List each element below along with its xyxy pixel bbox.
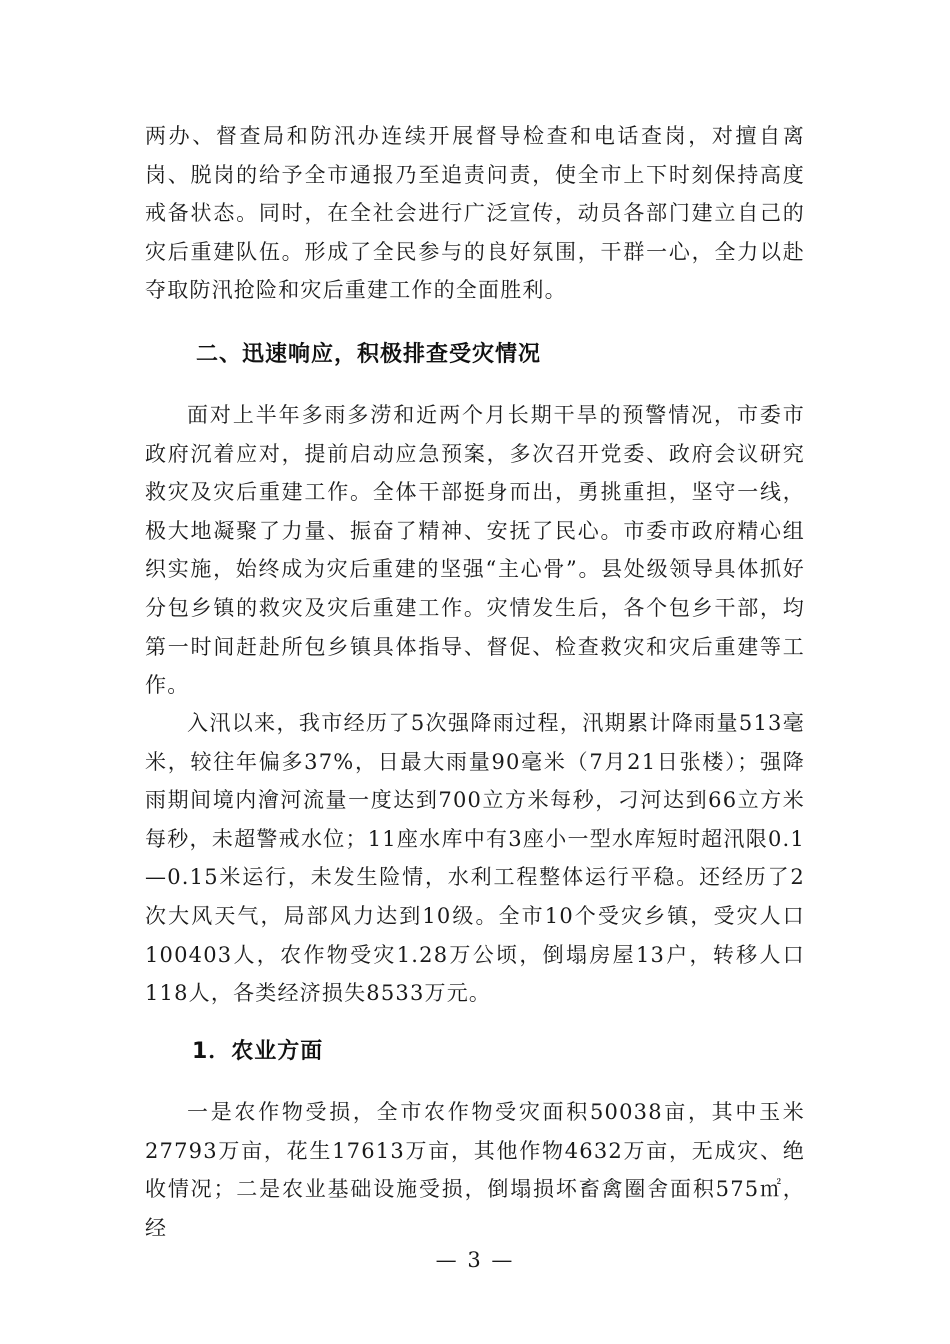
page-number: — 3 — — [435, 1248, 515, 1272]
paragraph-agriculture: 一是农作物受损，全市农作物受灾面积50038亩，其中玉米27793万亩，花生17613万亩，其他作物4632万亩，无成灾、绝收情况；二是农业基础设施受损，倒塌损坏畜禽圈舍面积575㎡，经 — [145, 1100, 805, 1240]
paragraph-response: 面对上半年多雨多涝和近两个月长期干旱的预警情况，市委市政府沉着应对，提前启动应急预案，多次召开党委、政府会议研究救灾及灾后重建工作。全体干部挺身而出，勇挑重担，坚守一线，极大地凝聚了力量、振奋了精神、安抚了民心。市委市政府精心组织实施，始终成为灾后重建的坚强“主心骨”。县处级领导具体抓好分包乡镇的救灾及灾后重建工作。灾情发生后，各个包乡干部，均第一时间赶赴所包乡镇具体指导、督促、检查救灾和灾后重建等工作。 — [145, 403, 805, 698]
subsection-heading-agriculture: 1．农业方面 — [192, 1039, 324, 1064]
paragraph-continued: 两办、督查局和防汛办连续开展督导检查和电话查岗，对擅自离岗、脱岗的给予全市通报乃至追责问责，使全市上下时刻保持高度戒备状态。同时，在全社会进行广泛宣传，动员各部门建立自己的灾后重建队伍。形成了全民参与的良好氛围，干群一心，全力以赴夺取防汛抢险和灾后重建工作的全面胜利。 — [145, 124, 805, 303]
section-heading-2: 二、迅速响应，积极排查受灾情况 — [196, 342, 542, 367]
paragraph-disaster-stats: 入汛以来，我市经历了5次强降雨过程，汛期累计降雨量513毫米，较往年偏多37%，日最大雨量90毫米（7月21日张楼）；强降雨期间境内澮河流量一度达到700立方米每秒，刁河达到66立方米每秒，未超警戒水位；11座水库中有3座小一型水库短时超汛限0.1—0.15米运行，未发生险情，水利工程整体运行平稳。还经历了2次大风天气，局部风力达到10级。全市10个受灾乡镇，受灾人口100403人，农作物受灾1.28万公顷，倒塌房屋13户，转移人口118人，各类经济损失8533万元。 — [145, 711, 805, 1006]
